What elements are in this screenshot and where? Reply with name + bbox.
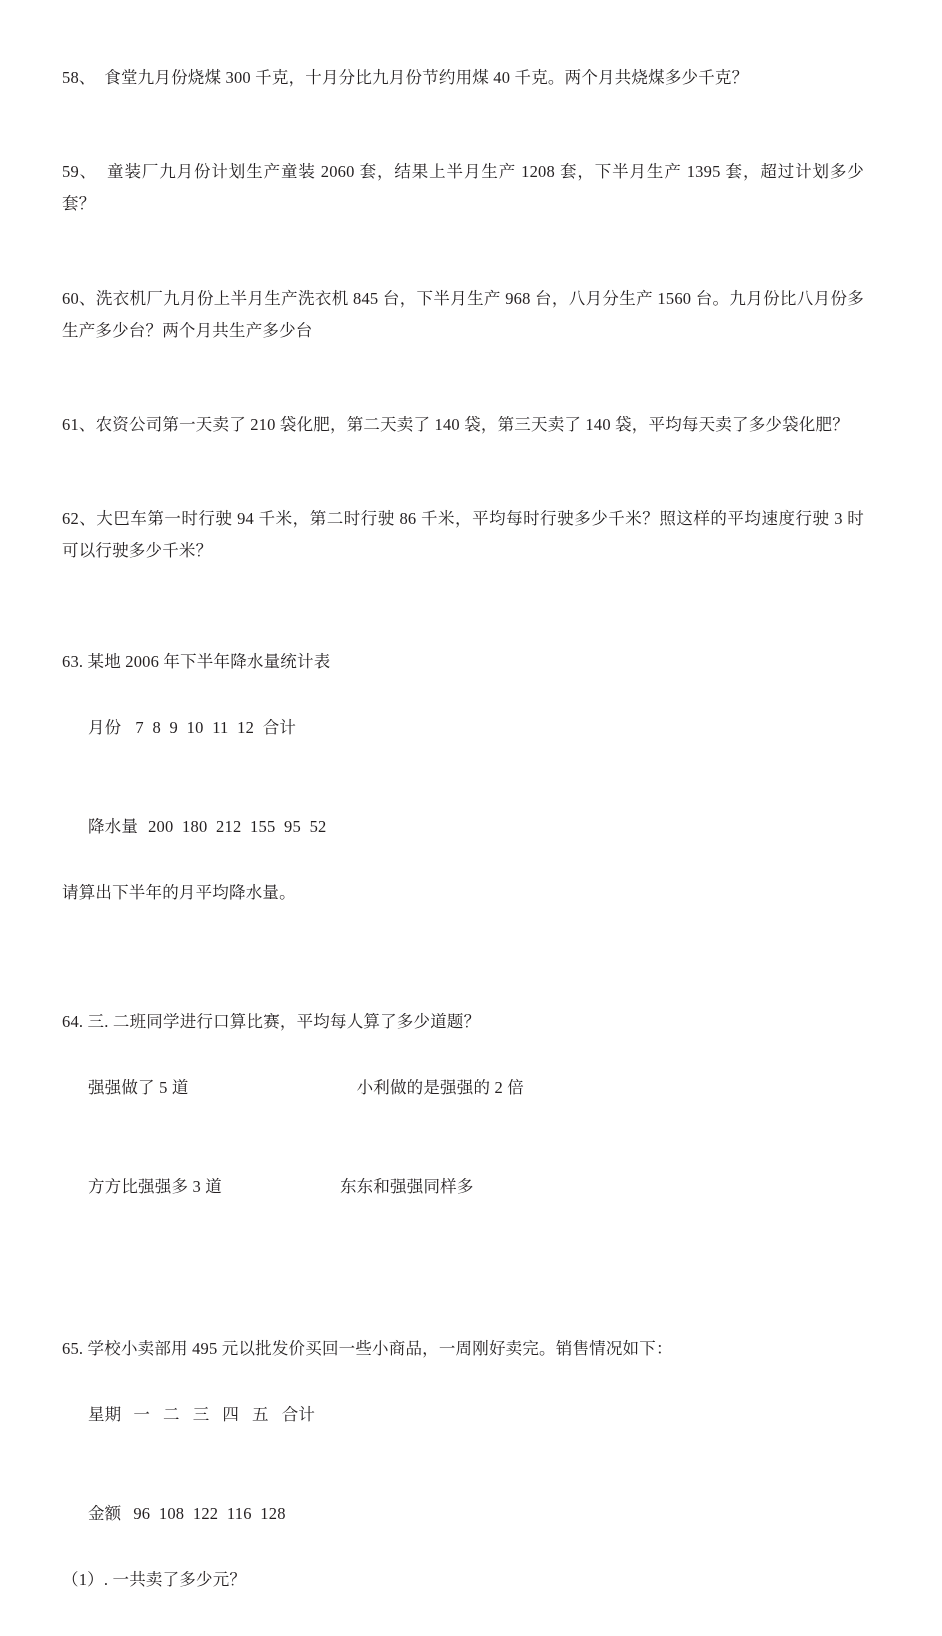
problem-63-title: 63. 某地 2006 年下半年降水量统计表 bbox=[62, 652, 331, 672]
problem-63-rain-row bbox=[62, 777, 864, 876]
problem-61-number: 61、 bbox=[62, 414, 96, 434]
problem-65-amount-label: 金额 bbox=[87, 1504, 122, 1524]
problem-65-amount-values: 96 108 122 116 128 bbox=[133, 1504, 286, 1524]
problem-63 bbox=[62, 645, 864, 909]
problem-59-number: 59、 bbox=[62, 162, 97, 182]
problem-63-months-label: 月份 bbox=[87, 718, 122, 738]
problem-63-rain-label: 降水量 bbox=[87, 817, 139, 837]
problem-64-row-2 bbox=[62, 1137, 864, 1236]
problem-65-question-1: （1）. 一共卖了多少元？ bbox=[62, 1570, 247, 1590]
problem-64-row-1-left: 强强做了 5 道 bbox=[87, 1078, 189, 1098]
problem-64-row-2-left: 方方比强强多 3 道 bbox=[87, 1177, 222, 1197]
problem-61 bbox=[62, 409, 864, 441]
problem-61-text: 农资公司第一天卖了 210 袋化肥，第二天卖了 140 袋，第三天卖了 140 袋，平均每天卖了多少袋化肥？ bbox=[95, 414, 849, 434]
problem-65-amount-row bbox=[62, 1464, 864, 1563]
problem-63-months-row bbox=[62, 678, 864, 777]
problem-65 bbox=[62, 1332, 864, 1596]
problem-65-week-values: 一 二 三 四 五 合计 bbox=[133, 1405, 316, 1425]
problem-62 bbox=[62, 503, 864, 567]
problem-60-text: 洗衣机厂九月份上半月生产洗衣机 845 台，下半月生产 968 台，八月分生产 1560 台。九月份比八月份多生产多少台？两个月共生产多少台 bbox=[62, 288, 864, 340]
problem-65-week-label: 星期 bbox=[87, 1405, 122, 1425]
problem-58 bbox=[62, 62, 864, 94]
problem-64-row-1-right: 小利做的是强强的 2 倍 bbox=[356, 1078, 524, 1098]
spacer-59-60 bbox=[62, 221, 864, 283]
spacer-64-65 bbox=[62, 1236, 864, 1332]
problem-65-week-row bbox=[62, 1365, 864, 1464]
spacer-63-64 bbox=[62, 909, 864, 1005]
problem-58-number: 58、 bbox=[62, 68, 96, 87]
problem-59-text: 童装厂九月份计划生产童装 2060 套，结果上半月生产 1208 套，下半月生产 1395 套，超过计划多少套？ bbox=[62, 162, 864, 214]
problem-63-rain-values: 200 180 212 155 95 52 bbox=[148, 817, 327, 837]
problem-64-row-1 bbox=[62, 1038, 864, 1137]
problem-58-text: 食堂九月份烧煤 300 千克，十月分比九月份节约用煤 40 千克。两个月共烧煤多少千克？ bbox=[104, 68, 749, 87]
spacer-62-63 bbox=[62, 567, 864, 645]
problem-60-number: 60、 bbox=[62, 288, 96, 308]
problem-64-row-2-right: 东东和强强同样多 bbox=[339, 1177, 474, 1197]
problem-64-title: 64. 三. 二班同学进行口算比赛，平均每人算了多少道题？ bbox=[62, 1012, 481, 1032]
problem-60 bbox=[62, 283, 864, 347]
problem-63-question: 请算出下半年的月平均降水量。 bbox=[62, 883, 296, 903]
problem-63-months-values: 7 8 9 10 11 12 合计 bbox=[135, 718, 297, 738]
problem-59 bbox=[62, 156, 864, 220]
problem-58-lead-space bbox=[96, 68, 105, 87]
spacer-58-59 bbox=[62, 94, 864, 156]
problem-59-lead-space bbox=[97, 162, 107, 181]
problem-64 bbox=[62, 1005, 864, 1236]
spacer-60-61 bbox=[62, 347, 864, 409]
spacer-61-62 bbox=[62, 441, 864, 503]
problem-62-number: 62、 bbox=[62, 509, 97, 529]
problem-62-text: 大巴车第一时行驶 94 千米，第二时行驶 86 千米，平均每时行驶多少千米？照这样的平均速度行驶 3 时可以行驶多少千米？ bbox=[62, 509, 864, 561]
problem-65-title: 65. 学校小卖部用 495 元以批发价买回一些小商品，一周刚好卖完。销售情况如下： bbox=[62, 1339, 673, 1359]
